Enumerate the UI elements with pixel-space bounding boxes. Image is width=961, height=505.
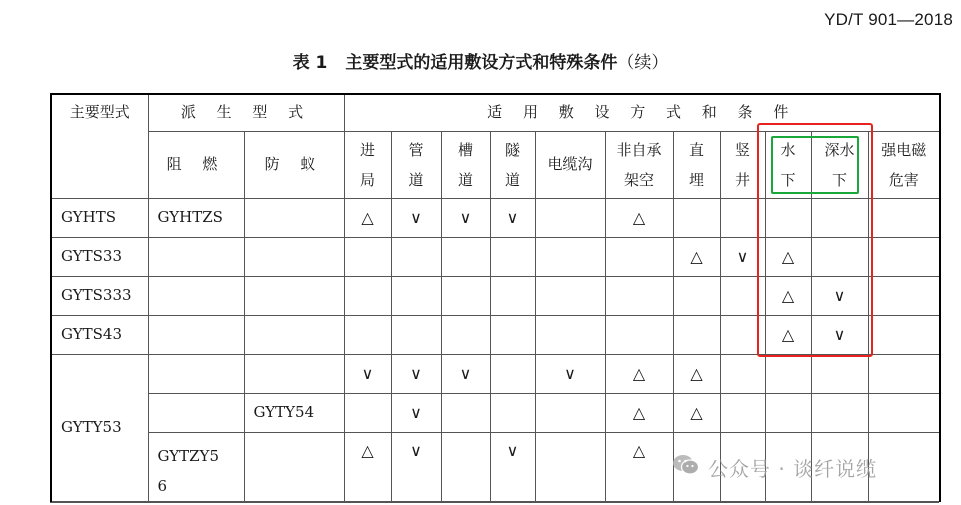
cell-mark (441, 237, 490, 276)
cell-mark: △ (765, 276, 811, 315)
cell-mark: ∨ (811, 315, 868, 354)
cell-mark (868, 198, 940, 237)
header-derived-group: 派 生 型 式 (148, 94, 344, 131)
header-anti-termite: 防 蚁 (244, 131, 344, 198)
cell-mark: △ (344, 198, 391, 237)
header-cond-2: 管 道 (391, 131, 441, 198)
cell-mark (490, 237, 535, 276)
cell-mark (535, 393, 605, 432)
header-cond-3: 槽 道 (441, 131, 490, 198)
cell-mark: ∨ (490, 198, 535, 237)
cell-anti-termite (244, 354, 344, 393)
header-main-type: 主要型式 (51, 94, 148, 198)
cell-main: GYTS43 (51, 315, 148, 354)
cell-mark (490, 315, 535, 354)
cell-mark: ∨ (490, 432, 535, 501)
header-cond-10: 深水 下 (811, 131, 868, 198)
header-cond-4: 隧 道 (490, 131, 535, 198)
cell-mark (344, 315, 391, 354)
cell-mark (391, 237, 441, 276)
cell-mark (490, 354, 535, 393)
table-caption (0, 48, 961, 73)
standard-code: YD/T 901—2018 (824, 10, 953, 29)
header-cond-5: 电缆沟 (535, 131, 605, 198)
cell-mark (344, 276, 391, 315)
cell-mark (441, 315, 490, 354)
cell-mark: ∨ (441, 354, 490, 393)
cell-flame-retardant (148, 276, 244, 315)
cell-mark: ∨ (535, 354, 605, 393)
cell-mark (391, 276, 441, 315)
cell-mark (720, 354, 765, 393)
cell-mark (868, 315, 940, 354)
header-conditions-group: 适 用 敷 设 方 式 和 条 件 (344, 94, 940, 131)
cell-main: GYHTS (51, 198, 148, 237)
cell-mark (441, 432, 490, 501)
header-cond-6: 非自承 架空 (605, 131, 673, 198)
cell-mark (868, 393, 940, 432)
cell-flame-retardant (148, 237, 244, 276)
cell-mark (868, 276, 940, 315)
cell-mark (535, 276, 605, 315)
cell-anti-termite (244, 237, 344, 276)
cell-mark (811, 354, 868, 393)
cell-mark: ∨ (720, 237, 765, 276)
cell-main: GYTS333 (51, 276, 148, 315)
cell-mark (391, 315, 441, 354)
cell-mark: △ (765, 237, 811, 276)
wechat-icon (672, 453, 700, 482)
cell-anti-termite (244, 432, 344, 501)
cell-mark (344, 237, 391, 276)
cell-mark (344, 393, 391, 432)
cell-mark: △ (344, 432, 391, 501)
cell-mark: △ (673, 237, 720, 276)
cell-mark (765, 354, 811, 393)
header-flame-retardant: 阻 燃 (148, 131, 244, 198)
table-row (51, 393, 940, 432)
cell-mark (765, 393, 811, 432)
cell-mark (535, 198, 605, 237)
cell-mark (441, 276, 490, 315)
cell-mark: △ (605, 198, 673, 237)
cell-mark: ∨ (811, 276, 868, 315)
cell-mark (605, 276, 673, 315)
cell-flame-retardant (148, 393, 244, 432)
cell-mark: ∨ (391, 393, 441, 432)
header-cond-7: 直 埋 (673, 131, 720, 198)
cell-mark (535, 315, 605, 354)
cell-mark (868, 237, 940, 276)
cell-mark (673, 315, 720, 354)
cell-mark (868, 432, 940, 501)
cell-mark: △ (673, 354, 720, 393)
cell-mark: ∨ (391, 354, 441, 393)
caption-continued: （续） (617, 53, 669, 73)
cell-mark (868, 354, 940, 393)
header-cond-1: 进 局 (344, 131, 391, 198)
cell-mark: ∨ (344, 354, 391, 393)
cell-mark (605, 315, 673, 354)
cell-flame-retardant: GYTZY5 6 (148, 432, 244, 501)
cell-mark (673, 198, 720, 237)
cell-mark (673, 276, 720, 315)
cell-mark: △ (765, 315, 811, 354)
cell-anti-termite (244, 276, 344, 315)
cell-mark: ∨ (391, 432, 441, 501)
cell-anti-termite: GYTY54 (244, 393, 344, 432)
header-cond-11: 强电磁 危害 (868, 131, 940, 198)
caption-title: 主要型式的适用敷设方式和特殊条件 (345, 53, 618, 73)
watermark-text: 公众号 · 谈纤说缆 (708, 456, 878, 481)
cell-mark (490, 276, 535, 315)
cell-mark (811, 393, 868, 432)
cell-mark (720, 393, 765, 432)
cell-mark (490, 393, 535, 432)
cell-mark: △ (605, 393, 673, 432)
cell-flame-retardant (148, 315, 244, 354)
cell-flame-retardant: GYHTZS (148, 198, 244, 237)
cell-mark: ∨ (441, 198, 490, 237)
header-cond-9: 水 下 (765, 131, 811, 198)
cell-anti-termite (244, 198, 344, 237)
watermark (672, 452, 877, 482)
cell-main: GYTY53 (51, 354, 148, 501)
table-row (51, 354, 940, 393)
cell-flame-retardant (148, 354, 244, 393)
cell-mark: △ (605, 432, 673, 501)
cell-main: GYTS33 (51, 237, 148, 276)
header-cond-8: 竖 井 (720, 131, 765, 198)
highlight-box-green (771, 136, 859, 194)
cell-mark: △ (673, 393, 720, 432)
caption-number: 表 1 (292, 53, 328, 73)
cell-mark (535, 237, 605, 276)
cell-mark (605, 237, 673, 276)
cell-mark: ∨ (391, 198, 441, 237)
cell-mark (441, 393, 490, 432)
cell-anti-termite (244, 315, 344, 354)
cell-mark: △ (605, 354, 673, 393)
cell-mark (535, 432, 605, 501)
